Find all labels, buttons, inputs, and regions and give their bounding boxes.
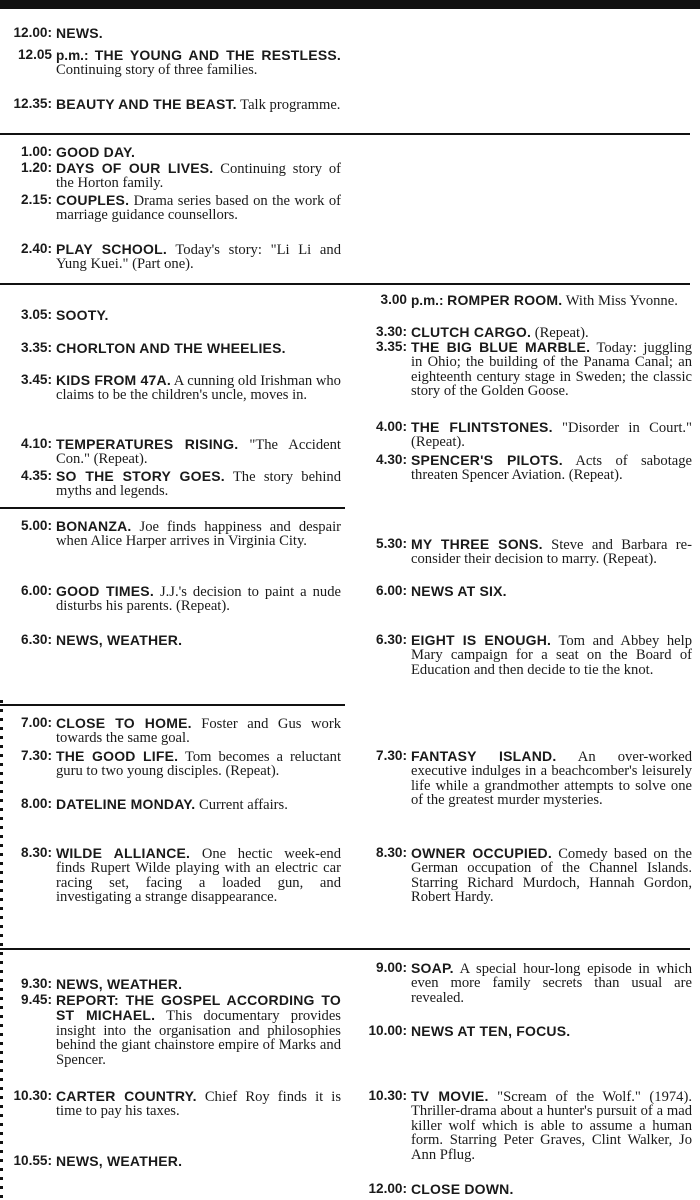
programme-entry: [0, 48, 341, 78]
programme-title: PLAY SCHOOL.: [56, 241, 167, 257]
programme-entry: [0, 1089, 341, 1119]
programme-entry: [0, 633, 341, 648]
programme-title: CHORLTON AND THE WHEELIES.: [56, 340, 286, 356]
programme-entry: [0, 145, 341, 160]
programme-title: GOOD TIMES.: [56, 583, 154, 599]
programme-description: J.J.'s decision to paint a nude disturbs his parents. (Repeat).: [56, 584, 341, 615]
programme-entry: [0, 846, 341, 905]
programme-time: 4.00:: [376, 419, 407, 434]
programme-time: 9.45:: [21, 992, 52, 1007]
programme-entry: [355, 537, 692, 567]
programme-entry: [355, 340, 692, 399]
pm-marker: p.m.:: [411, 293, 444, 308]
programme-description: Chief Roy finds it is time to pay his taxes.: [56, 1089, 342, 1120]
programme-description: Foster and Gus work towards the same goal.: [56, 716, 341, 747]
programme-description: Today's story: "Li Li and Yung Kuei." (Part one).: [56, 242, 342, 273]
programme-title: MY THREE SONS.: [411, 536, 543, 552]
programme-description: This documentary provides insight into the organisation and philosophies behind the giant chainstore empire of Marks and Spencer.: [56, 1008, 341, 1068]
programme-entry: [355, 846, 692, 905]
programme-entry: [355, 633, 692, 677]
programme-description: One hectic week-end finds Rupert Wilde playing with an electric car racing set, facing a loaded gun, and investigating a strange disappearance.: [56, 846, 341, 906]
programme-time: 12.05: [17, 47, 52, 62]
programme-time: 10.30:: [13, 1088, 52, 1103]
programme-entry: [355, 293, 692, 308]
programme-entry: [0, 993, 341, 1067]
programme-entry: [0, 308, 341, 323]
programme-title: CLOSE TO HOME.: [56, 715, 192, 731]
programme-description: Steve and Barbara re-consider their decision to marry. (Repeat).: [411, 537, 692, 568]
programme-title: REPORT: THE GOSPEL ACCORDING TO ST MICHAEL.: [56, 992, 341, 1024]
programme-time: 4.35:: [21, 468, 52, 483]
programme-title: NEWS, WEATHER.: [56, 1153, 183, 1169]
programme-time: 6.30:: [21, 632, 52, 647]
programme-entry: [0, 469, 341, 499]
programme-entry: [355, 420, 692, 450]
programme-time: 9.30:: [21, 976, 52, 991]
programme-entry: [355, 1182, 692, 1197]
programme-time: 8.30:: [21, 845, 52, 860]
programme-description: Tom and Abbey help Mary campaign for a seat on the Board of Education and then decide to tie the knot.: [411, 633, 692, 678]
programme-time: 12.35:: [13, 96, 52, 111]
programme-description: Current affairs.: [198, 797, 288, 813]
programme-title: SO THE STORY GOES.: [56, 468, 225, 484]
programme-entry: [355, 1024, 692, 1039]
programme-title: CLUTCH CARGO.: [411, 324, 532, 340]
programme-time: 3.05:: [21, 307, 52, 322]
programme-entry: [0, 716, 341, 746]
programme-entry: [0, 161, 341, 191]
programme-entry: [355, 749, 692, 808]
programme-time: 5.00:: [21, 518, 52, 533]
programme-time: 3.30:: [376, 324, 407, 339]
programme-entry: [0, 437, 341, 467]
programme-time: 10.00:: [368, 1023, 407, 1038]
programme-entry: [0, 26, 341, 41]
programme-description: Comedy based on the German occupation of the Channel Islands. Starring Richard Murdoch, Hannah Gordon, Robert Hardy.: [411, 846, 692, 906]
programme-title: BONANZA.: [56, 518, 132, 534]
programme-title: KIDS FROM 47A.: [56, 372, 171, 388]
programme-title: THE BIG BLUE MARBLE.: [411, 339, 591, 355]
programme-time: 6.00:: [21, 583, 52, 598]
programme-description: Joe finds happiness and despair when Alice Harper arrives in Virginia City.: [56, 519, 341, 550]
programme-entry: [0, 97, 341, 112]
programme-title: NEWS AT SIX.: [411, 583, 507, 599]
programme-title: TV MOVIE.: [411, 1088, 489, 1104]
programme-description: A special hour-long episode in which even more family secrets than usual are revealed.: [411, 961, 693, 1006]
programme-entry: [0, 519, 341, 549]
programme-entry: [0, 242, 341, 272]
programme-title: NEWS, WEATHER.: [56, 976, 183, 992]
programme-entry: [0, 1154, 341, 1169]
programme-time: 7.30:: [376, 748, 407, 763]
programme-time: 1.20:: [21, 160, 52, 175]
programme-description: A cunning old Irishman who claims to be the children's uncle, moves in.: [56, 373, 341, 404]
programme-title: CARTER COUNTRY.: [56, 1088, 197, 1104]
programme-time: 12.00:: [368, 1181, 407, 1196]
programme-time: 3.35:: [21, 340, 52, 355]
programme-time: 2.40:: [21, 241, 52, 256]
programme-title: BEAUTY AND THE BEAST.: [56, 96, 237, 112]
programme-title: DATELINE MONDAY.: [56, 796, 196, 812]
programme-description: "Scream of the Wolf." (1974). Thriller-drama about a hunter's pursuit of a mad killer wolf which is able to assume a human form. Starring Peter Graves, Clint Walker, Jo Ann Pflug.: [411, 1089, 692, 1163]
programme-entry: [355, 584, 692, 599]
programme-title: EIGHT IS ENOUGH.: [411, 632, 552, 648]
programme-time: 12.00:: [13, 25, 52, 40]
programme-description: An over-worked executive indulges in a beachcomber's leisurely life while a grandmother attempts to solve one of the greatest murder mysteries.: [411, 749, 693, 809]
programme-entry: [0, 749, 341, 779]
programme-title: ROMPER ROOM.: [447, 292, 563, 308]
programme-title: THE FLINTSTONES.: [411, 419, 553, 435]
programme-time: 6.30:: [376, 632, 407, 647]
programme-title: SOOTY.: [56, 307, 109, 323]
left-channel-schedule: [0, 0, 341, 1200]
programme-entry: [0, 584, 341, 614]
programme-time: 3.45:: [21, 372, 52, 387]
programme-title: CLOSE DOWN.: [411, 1181, 514, 1197]
programme-description: Acts of sabotage threaten Spencer Aviation. (Repeat).: [411, 453, 693, 484]
programme-time: 8.30:: [376, 845, 407, 860]
programme-title: FANTASY ISLAND.: [411, 748, 557, 764]
programme-time: 7.30:: [21, 748, 52, 763]
programme-entry: [0, 977, 341, 992]
programme-time: 5.30:: [376, 536, 407, 551]
programme-time: 3.35:: [376, 339, 407, 354]
programme-description: With Miss Yvonne.: [565, 293, 678, 309]
programme-entry: [0, 373, 341, 403]
programme-description: Tom becomes a reluctant guru to two young disciples. (Repeat).: [56, 749, 341, 780]
programme-time: 8.00:: [21, 796, 52, 811]
programme-time: 3.00: [380, 292, 407, 307]
programme-description: Continuing story of the Horton family.: [56, 161, 341, 192]
programme-time: 9.00:: [376, 960, 407, 975]
programme-title: NEWS, WEATHER.: [56, 632, 183, 648]
programme-title: COUPLES.: [56, 192, 130, 208]
programme-title: SOAP.: [411, 960, 454, 976]
programme-entry: [0, 341, 341, 356]
programme-entry: [0, 797, 341, 812]
programme-title: THE YOUNG AND THE RESTLESS.: [94, 47, 341, 63]
programme-time: 6.00:: [376, 583, 407, 598]
programme-time: 4.10:: [21, 436, 52, 451]
programme-time: 10.30:: [368, 1088, 407, 1103]
programme-title: TEMPERATURES RISING.: [56, 436, 239, 452]
programme-description: "The Accident Con." (Repeat).: [56, 437, 341, 468]
programme-time: 1.00:: [21, 144, 52, 159]
programme-time: 10.55:: [13, 1153, 52, 1168]
programme-title: NEWS.: [56, 25, 103, 41]
programme-description: Continuing story of three families.: [56, 62, 258, 79]
programme-description: (Repeat).: [534, 325, 589, 341]
programme-title: THE GOOD LIFE.: [56, 748, 179, 764]
programme-title: DAYS OF OUR LIVES.: [56, 160, 214, 176]
programme-entry: [0, 193, 341, 223]
right-channel-schedule: [355, 0, 692, 1200]
programme-time: 2.15:: [21, 192, 52, 207]
programme-entry: [355, 453, 692, 483]
programme-title: NEWS AT TEN, FOCUS.: [411, 1023, 571, 1039]
programme-title: WILDE ALLIANCE.: [56, 845, 191, 861]
programme-description: "Disorder in Court." (Repeat).: [411, 420, 692, 451]
programme-description: The story behind myths and legends.: [56, 469, 341, 500]
programme-title: SPENCER'S PILOTS.: [411, 452, 563, 468]
programme-time: 7.00:: [21, 715, 52, 730]
programme-description: Drama series based on the work of marriage guidance counsellors.: [56, 193, 342, 224]
programme-entry: [355, 961, 692, 1005]
programme-time: 4.30:: [376, 452, 407, 467]
programme-title: GOOD DAY.: [56, 144, 136, 160]
programme-description: Today: juggling in Ohio; the building of the Panama Canal; an eighteenth century stage in Sweden; the classic story of the Golden Goose.: [411, 340, 692, 400]
pm-marker: p.m.:: [56, 48, 89, 63]
programme-title: OWNER OCCUPIED.: [411, 845, 552, 861]
programme-entry: [355, 1089, 692, 1162]
programme-description: Talk programme.: [240, 97, 341, 113]
